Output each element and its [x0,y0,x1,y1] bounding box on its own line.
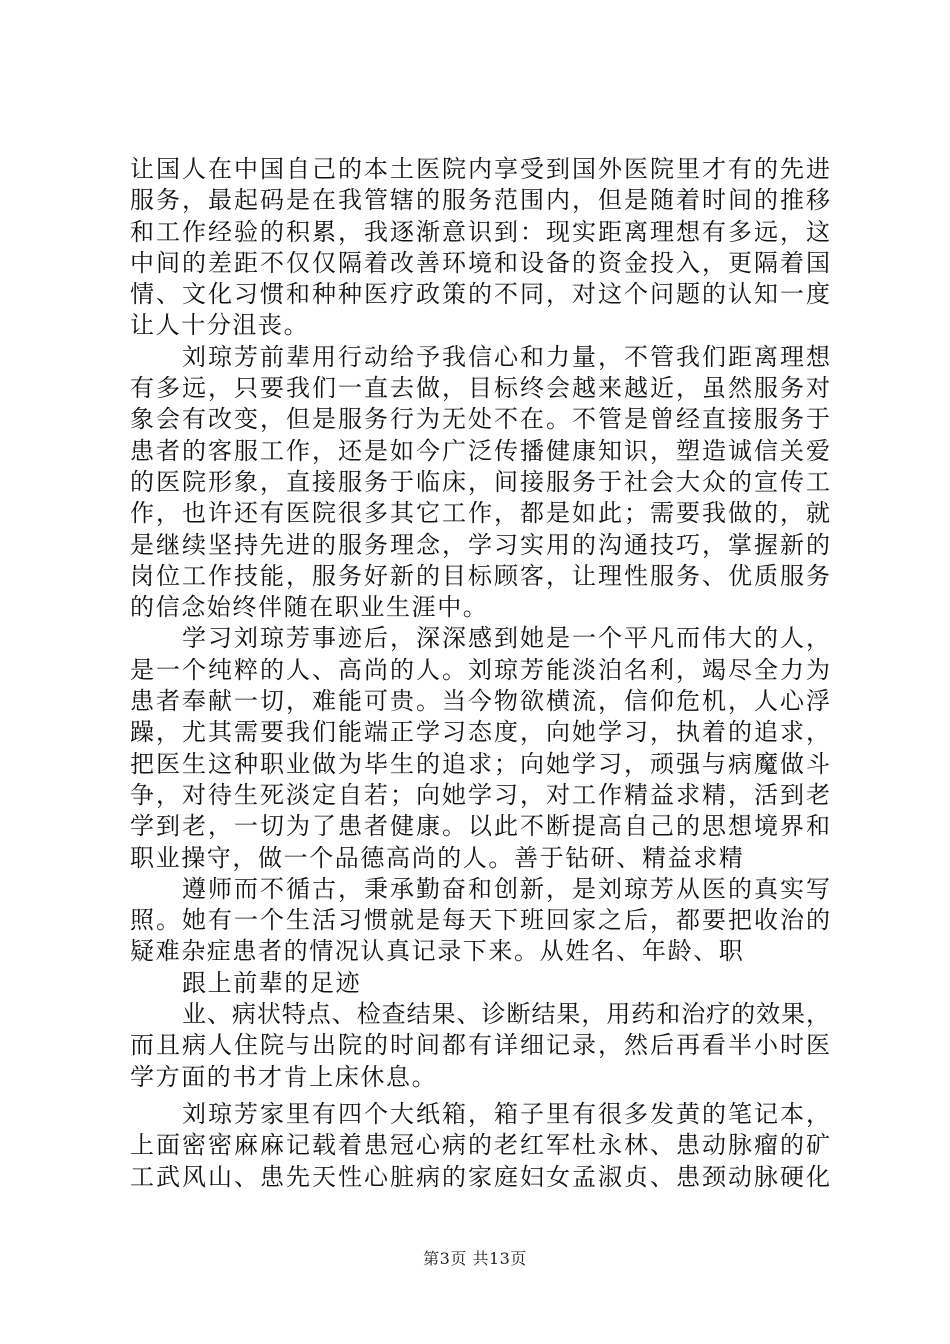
text-line: 躁，尤其需要我们能端正学习态度，向她学习，执着的追求， [130,718,830,747]
document-body [130,154,830,1193]
text-line: 让国人在中国自己的本土医院内享受到国外医院里才有的先进 [130,155,830,183]
text-line: 工武风山、患先天性心脏病的家庭妇女孟淑贞、患颈动脉硬化 [130,1162,830,1191]
text-line: 情、文化习惯和种种医疗政策的不同，对这个问题的认知一度 [130,280,830,309]
text-line: 照。她有一个生活习惯就是每天下班回家之后，都要把收治的 [130,906,830,935]
text-line: 和工作经验的积累，我逐渐意识到：现实距离理想有多远，这 [130,217,830,246]
text-line: 作，也许还有医院很多其它工作，都是如此；需要我做的，就 [130,499,830,528]
text-line: 服务，最起码是在我管辖的服务范围内，但是随着时间的推移 [130,186,830,215]
section-heading: 跟上前辈的足迹 [182,968,362,997]
text-line: 的信念始终伴随在职业生涯中。 [130,593,489,622]
text-line: 是继续坚持先进的服务理念，学习实用的沟通技巧，掌握新的 [130,530,830,559]
text-line: 上面密密麻麻记载着患冠心病的老红军杜永林、患动脉瘤的矿 [130,1131,830,1160]
text-line: 患者奉献一切，难能可贵。当今物欲横流，信仰危机，人心浮 [130,687,830,716]
text-line: 中间的差距不仅仅隔着改善环境和设备的资金投入，更隔着国 [130,248,830,277]
text-line: 争，对待生死淡定自若；向她学习，对工作精益求精，活到老 [130,780,830,809]
text-line: 疑难杂症患者的情况认真记录下来。从姓名、年龄、职 [130,937,745,966]
text-line: 有多远，只要我们一直去做，目标终会越来越近，虽然服务对 [130,374,830,403]
text-line: 刘琼芳前辈用行动给予我信心和力量，不管我们距离理想 [182,342,830,371]
text-line: 的医院形象，直接服务于临床，间接服务于社会大众的宣传工 [130,467,830,496]
text-line: 是一个纯粹的人、高尚的人。刘琼芳能淡泊名利，竭尽全力为 [130,655,830,684]
text-line: 岗位工作技能，服务好新的目标顾客，让理性服务、优质服务 [130,561,830,590]
text-line: 职业操守，做一个品德高尚的人。善于钻研、精益求精 [130,843,745,872]
text-line: 把医生这种职业做为毕生的追求；向她学习，顽强与病魔做斗 [130,749,830,778]
text-line: 学到老，一切为了患者健康。以此不断提高自己的思想境界和 [130,812,830,841]
page-number-footer: 第3页 共13页 [423,1249,527,1268]
text-line: 业、病状特点、检查结果、诊断结果，用药和治疗的效果， [182,1000,830,1029]
text-line: 象会有改变，但是服务行为无处不在。不管是曾经直接服务于 [130,405,830,434]
text-line: 患者的客服工作，还是如今广泛传播健康知识，塑造诚信关爱 [130,436,830,465]
text-line: 而且病人住院与出院的时间都有详细记录，然后再看半小时医 [130,1031,830,1060]
text-line: 刘琼芳家里有四个大纸箱，箱子里有很多发黄的笔记本， [182,1099,830,1128]
text-line: 遵师而不循古，秉承勤奋和创新，是刘琼芳从医的真实写 [182,874,830,903]
text-line: 学习刘琼芳事迹后，深深感到她是一个平凡而伟大的人， [182,624,830,653]
text-line: 让人十分沮丧。 [130,311,310,340]
text-line: 学方面的书才肯上床休息。 [130,1062,438,1091]
